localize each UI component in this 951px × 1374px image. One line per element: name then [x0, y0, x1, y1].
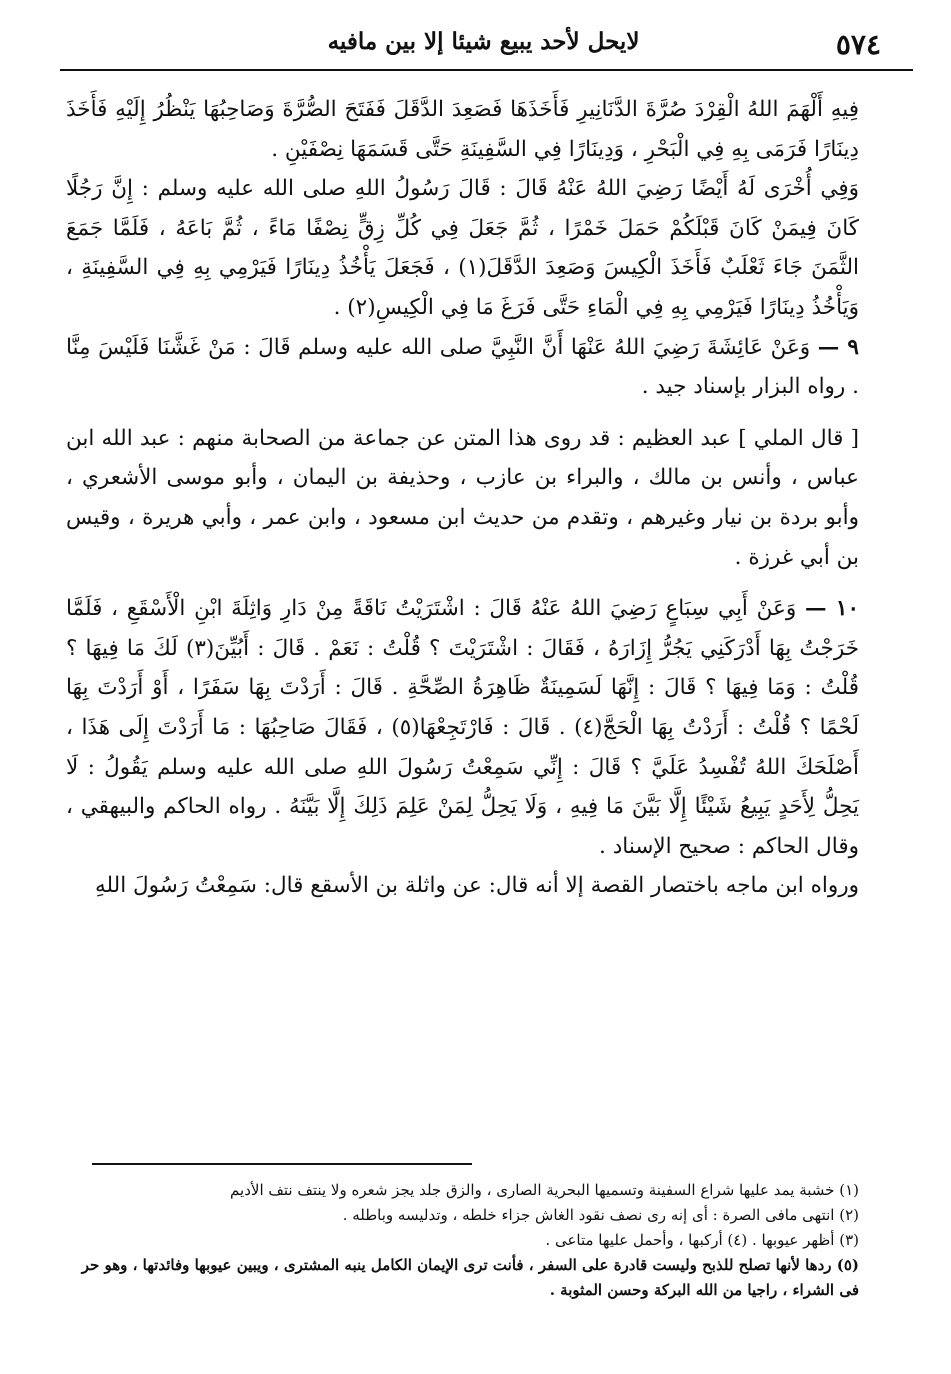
paragraph-6: ورواه ابن ماجه باختصار القصة إلا أنه قال: عن واثلة بن الأسقع قال: سَمِعْتُ رَسُولَ اللهِ [95, 873, 859, 899]
footnote-5: (٥) ردها لأنها تصلح للذبح وليست قادرة على السفر ، فأنت ترى الإيمان الكامل ينبه المشترى ، ويبين عيوبها وفائدتها ، وهو حر فى الشراء ، راجيا من الله البركة وحسن المثوبة . [81, 1256, 859, 1299]
main-text [66, 90, 859, 906]
footnote-1: (١) خشبة يمد عليها شراع السفينة وتسميها البحرية الصارى ، والزق جلد يجز شعره ولا ينتف نتف الأديم [230, 1181, 859, 1199]
footnote-3-4: (٣) أظهر عيوبها . (٤) أركبها ، وأحمل عليها متاعى . [545, 1231, 859, 1249]
paragraph-1: فِيهِ أَلْهَمَ اللهُ الْقِرْدَ صُرَّةَ الدَّنَانِيرِ فَأَخَذَهَا فَصَعِدَ الدَّقَلَ فَفَتَحَ الصُّرَّةَ وَصَاحِبُهَا يَنْظُرُ إِلَيْهِ فَأَخَذَ دِينَارًا فَرَمَى بِهِ فِي الْبَحْرِ ، وَدِينَارًا فِي السَّفِينَةِ حَتَّى قَسَمَهَا نِصْفَيْنِ . [66, 97, 859, 162]
paragraph-5 [66, 589, 859, 866]
page-header [86, 24, 881, 64]
header-rule [60, 69, 913, 71]
paragraph-5-text: وَعَنْ أَبِي سِبَاعٍ رَضِيَ اللهُ عَنْهُ قَالَ : اشْتَرَيْتُ نَاقَةً مِنْ دَارِ وَاثِلَةَ ابْنِ الْأَسْقَعِ ، فَلَمَّا خَرَجْتُ بِهَا أَدْرَكَنِي يَجُرُّ إِزَارَهُ ، فَقَالَ : اشْتَرَيْتَ ؟ قُلْتُ : نَعَمْ . قَالَ : أَبُيِّنَ(٣) لَكَ مَا فِيهَا ؟ قُلْتُ : وَمَا فِيهَا ؟ قَالَ : إِنَّهَا لَسَمِينَةٌ ظَاهِرَةُ الصِّحَّةِ . قَالَ : أَرَدْتَ بِهَا سَفَرًا ، أَوْ أَرَدْتَ بِهَا لَحْمًا ؟ قُلْتُ : أَرَدْتُ بِهَا الْحَجَّ(٤) . قَالَ : فَارْتَجِعْهَا(٥) ، فَقَالَ صَاحِبُهَا : مَا أَرَدْتَ إِلَى هَذَا ، أَصْلَحَكَ اللهُ تُفْسِدُ عَلَيَّ ؟ قَالَ : إِنِّي سَمِعْتُ رَسُولَ اللهِ صلى الله عليه وسلم يَقُولُ : لَا يَحِلُّ لِأَحَدٍ يَبِيعُ شَيْئًا إِلَّا بَيَّنَ مَا فِيهِ ، وَلَا يَحِلُّ لِمَنْ عَلِمَ ذَلِكَ إِلَّا بَيَّنَهُ . رواه الحاكم والبيهقي ، وقال الحاكم : صحيح الإسناد . [66, 596, 860, 859]
paragraph-3-text: وَعَنْ عَائِشَةَ رَضِيَ اللهُ عَنْهَا أَنَّ النَّبِيَّ صلى الله عليه وسلم قَالَ : مَنْ غَشَّنَا فَلَيْسَ مِنَّا . رواه البزار بإسناد جيد . [66, 334, 859, 400]
footnote-rule [92, 1163, 472, 1165]
footnotes [66, 1178, 859, 1303]
paragraph-4: [ قال الملي ] عبد العظيم : قد روى هذا المتن عن جماعة من الصحابة منهم : عبد الله ابن عباس ، وأنس بن مالك ، والبراء بن عازب ، وحذيفة بن اليمان ، وأبو موسى الأشعري ، وأبو بردة بن نيار وغيرهم ، وتقدم من حديث ابن مسعود ، وابن عمر ، وأبي هريرة ، وقيس بن أبي غرزة . [66, 425, 859, 570]
paragraph-2: وَفِي أُخْرَى لَهُ أَيْضًا رَضِيَ اللهُ عَنْهُ قَالَ : قَالَ رَسُولُ اللهِ صلى الله عليه وسلم : إِنَّ رَجُلًا كَانَ فِيمَنْ كَانَ قَبْلَكُمْ حَمَلَ خَمْرًا ، ثُمَّ جَعَلَ فِي كُلِّ زِقٍّ نِصْفًا مَاءً ، ثُمَّ بَاعَهُ ، فَلَمَّا جَمَعَ الثَّمَنَ جَاءَ ثَعْلَبٌ فَأَخَذَ الْكِيسَ وَصَعِدَ الدَّقَلَ(١) ، فَجَعَلَ يَأْخُذُ دِينَارًا فَيَرْمِي بِهِ فِي السَّفِينَةِ ، وَيَأْخُذُ دِينَارًا فَيَرْمِي بِهِ فِي الْمَاءِ حَتَّى فَرَغَ مَا فِي الْكِيسِ(٢) . [66, 176, 859, 320]
hadith-number: ٩ — [817, 334, 859, 360]
page-number: ٥٧٤ [835, 28, 881, 61]
running-title: لايحل لأحد يبيع شيئا إلا بين مافيه [327, 28, 640, 55]
paragraph-3 [66, 328, 859, 407]
footnote-2: (٢) انتهى مافى الصرة : أى إنه رى نصف نقود الغاش جزاء خلطه ، وتدليسه وباطله . [342, 1206, 859, 1224]
hadith-number: ١٠ — [804, 596, 859, 622]
